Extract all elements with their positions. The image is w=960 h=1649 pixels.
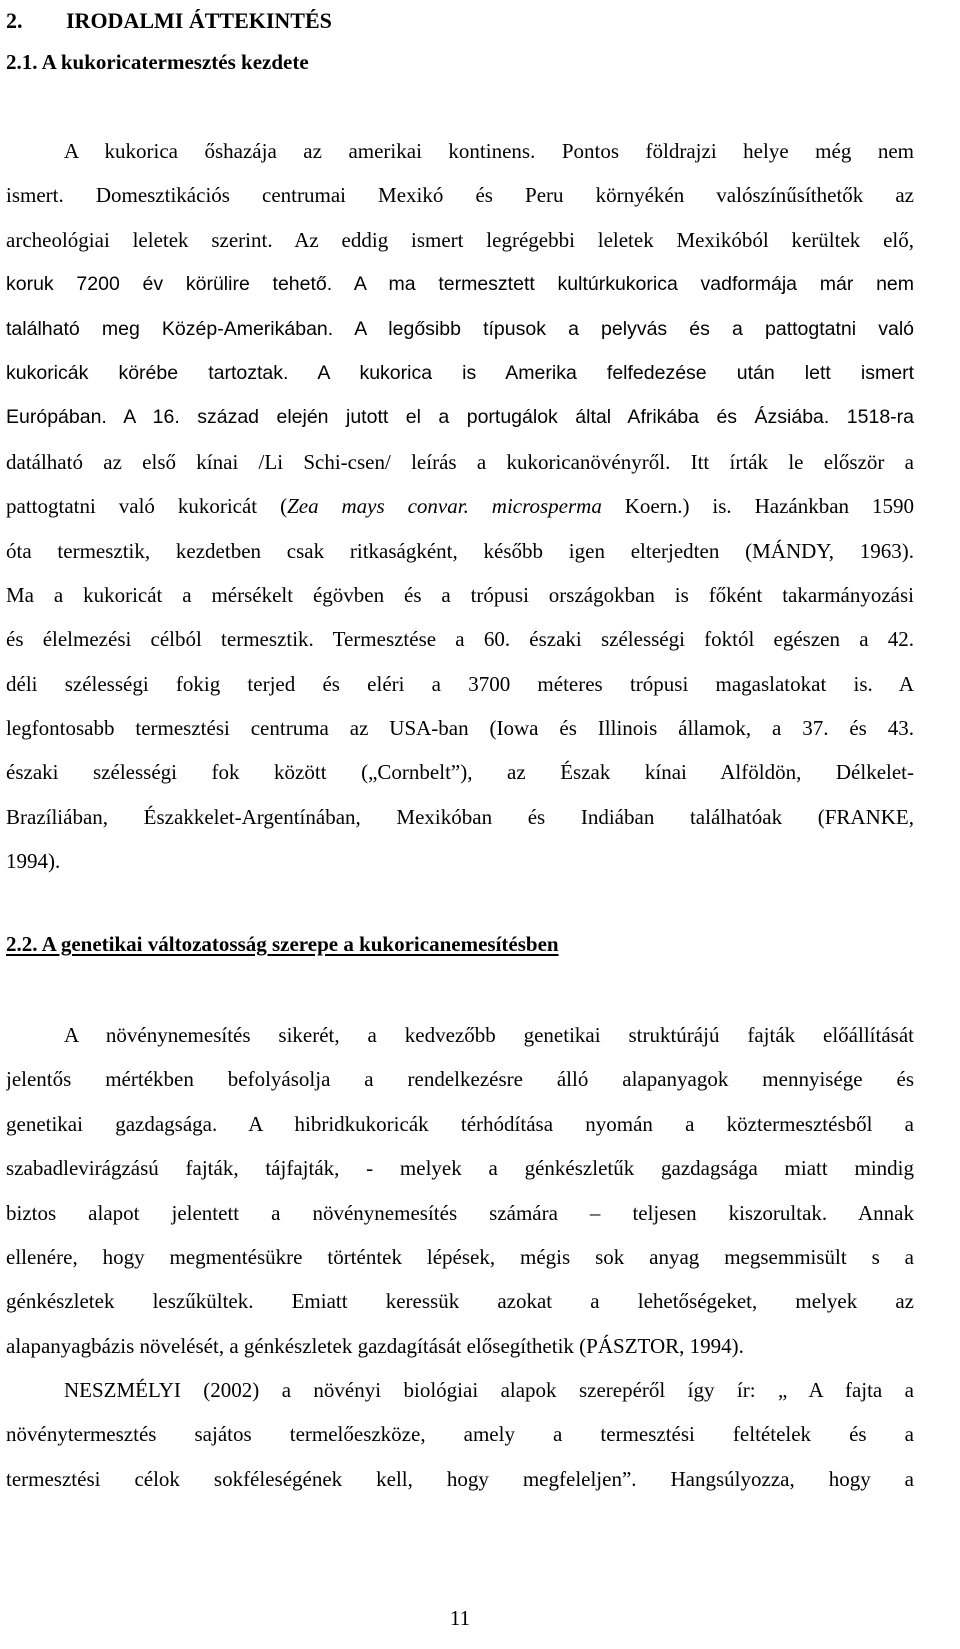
page-number: 11: [449, 1606, 471, 1630]
paragraph-line: Európában. A 16. század elején jutott el a portugálok által Afrikába és Ázsiába. 1518-ra: [6, 406, 914, 429]
paragraph-line: növénytermesztés sajátos termelőeszköze, amely a termesztési feltételek és a: [6, 1422, 914, 1447]
paragraph-line: biztos alapot jelentett a növénynemesítés számára – teljesen kiszorultak. Annak: [6, 1200, 914, 1225]
paragraph-line: legfontosabb termesztési centruma az USA-ban (Iowa és Illinois államok, a 37. és 43.: [6, 716, 914, 741]
paragraph-line: szabadlevirágzású fajták, tájfajták, - melyek a génkészletűk gazdagsága miatt mindig: [6, 1156, 914, 1181]
paragraph-line: található meg Közép-Amerikában. A legősibb típusok a pelyvás és a pattogtatni való: [6, 317, 914, 340]
paragraph-line: alapanyagbázis növelését, a génkészletek gazdagítását elősegíthetik (PÁSZTOR, 1994).: [6, 1333, 744, 1358]
paragraph-line: ismert. Domesztikációs centrumai Mexikó és Peru környékén valószínűsíthetők az: [6, 183, 914, 208]
paragraph-line: datálható az első kínai /Li Schi-csen/ leírás a kukoricanövényről. Itt írták le először a: [6, 449, 914, 474]
section-heading-2-2: 2.2. A genetikai változatosság szerepe a kukoricanemesítésben: [6, 932, 559, 956]
paragraph-line: pattogtatni való kukoricát (Zea mays convar. microsperma Koern.) is. Hazánkban 1590: [6, 494, 914, 519]
paragraph-neszmelyi: [6, 1368, 914, 1501]
paragraph-origin: [6, 129, 914, 884]
paragraph-line: Brazíliában, Északkelet-Argentínában, Mexikóban és Indiában találhatóak (FRANKE,: [6, 804, 914, 829]
paragraph-genetics: [6, 1013, 914, 1368]
section-heading-2-1: 2.1. A kukoricatermesztés kezdete: [6, 50, 309, 74]
chapter-heading: [6, 8, 332, 34]
paragraph-line: termesztési célok sokféleségének kell, hogy megfeleljen”. Hangsúlyozza, hogy a: [6, 1466, 914, 1491]
paragraph-line: északi szélességi fok között („Cornbelt”), az Észak kínai Alföldön, Délkelet-: [6, 760, 914, 785]
paragraph-line: ellenére, hogy megmentésükre történtek lépések, mégis sok anyag megsemmisült s a: [6, 1244, 914, 1269]
paragraph-line: genetikai gazdagsága. A hibridkukoricák térhódítása nyomán a köztermesztésből a: [6, 1111, 914, 1136]
paragraph-line: jelentős mértékben befolyásolja a rendelkezésre álló alapanyagok mennyisége és: [6, 1067, 914, 1092]
paragraph-line: déli szélességi fokig terjed és eléri a 3700 méteres trópusi magaslatokat is. A: [6, 671, 914, 696]
paragraph-line: 1994).: [6, 849, 61, 874]
paragraph-line: koruk 7200 év körülire tehető. A ma termesztett kultúrkukorica vadformája már nem: [6, 273, 914, 296]
paragraph-line: kukoricák körébe tartoztak. A kukorica is Amerika felfedezése után lett ismert: [6, 361, 914, 384]
paragraph-line: NESZMÉLYI (2002) a növényi biológiai alapok szerepéről így ír: „ A fajta a: [64, 1378, 914, 1402]
paragraph-line: A kukorica őshazája az amerikai kontinens. Pontos földrajzi helye még nem: [64, 139, 914, 163]
paragraph-line: archeológiai leletek szerint. Az eddig ismert legrégebbi leletek Mexikóból kerültek elő,: [6, 227, 914, 252]
paragraph-line: génkészletek leszűkültek. Emiatt keressük azokat a lehetőségeket, melyek az: [6, 1289, 914, 1314]
paragraph-line: A növénynemesítés sikerét, a kedvezőbb genetikai struktúrájú fajták előállítását: [64, 1023, 914, 1047]
paragraph-line: és élelmezési célból termesztik. Termesztése a 60. északi szélességi foktól egészen a 42.: [6, 627, 914, 652]
chapter-number: 2.: [6, 8, 23, 33]
paragraph-line: Ma a kukoricát a mérsékelt égövben és a trópusi országokban is főként takarmányozási: [6, 582, 914, 607]
chapter-title: IRODALMI ÁTTEKINTÉS: [66, 8, 332, 33]
paragraph-line: óta termesztik, kezdetben csak ritkaságként, később igen elterjedten (MÁNDY, 1963).: [6, 538, 914, 563]
